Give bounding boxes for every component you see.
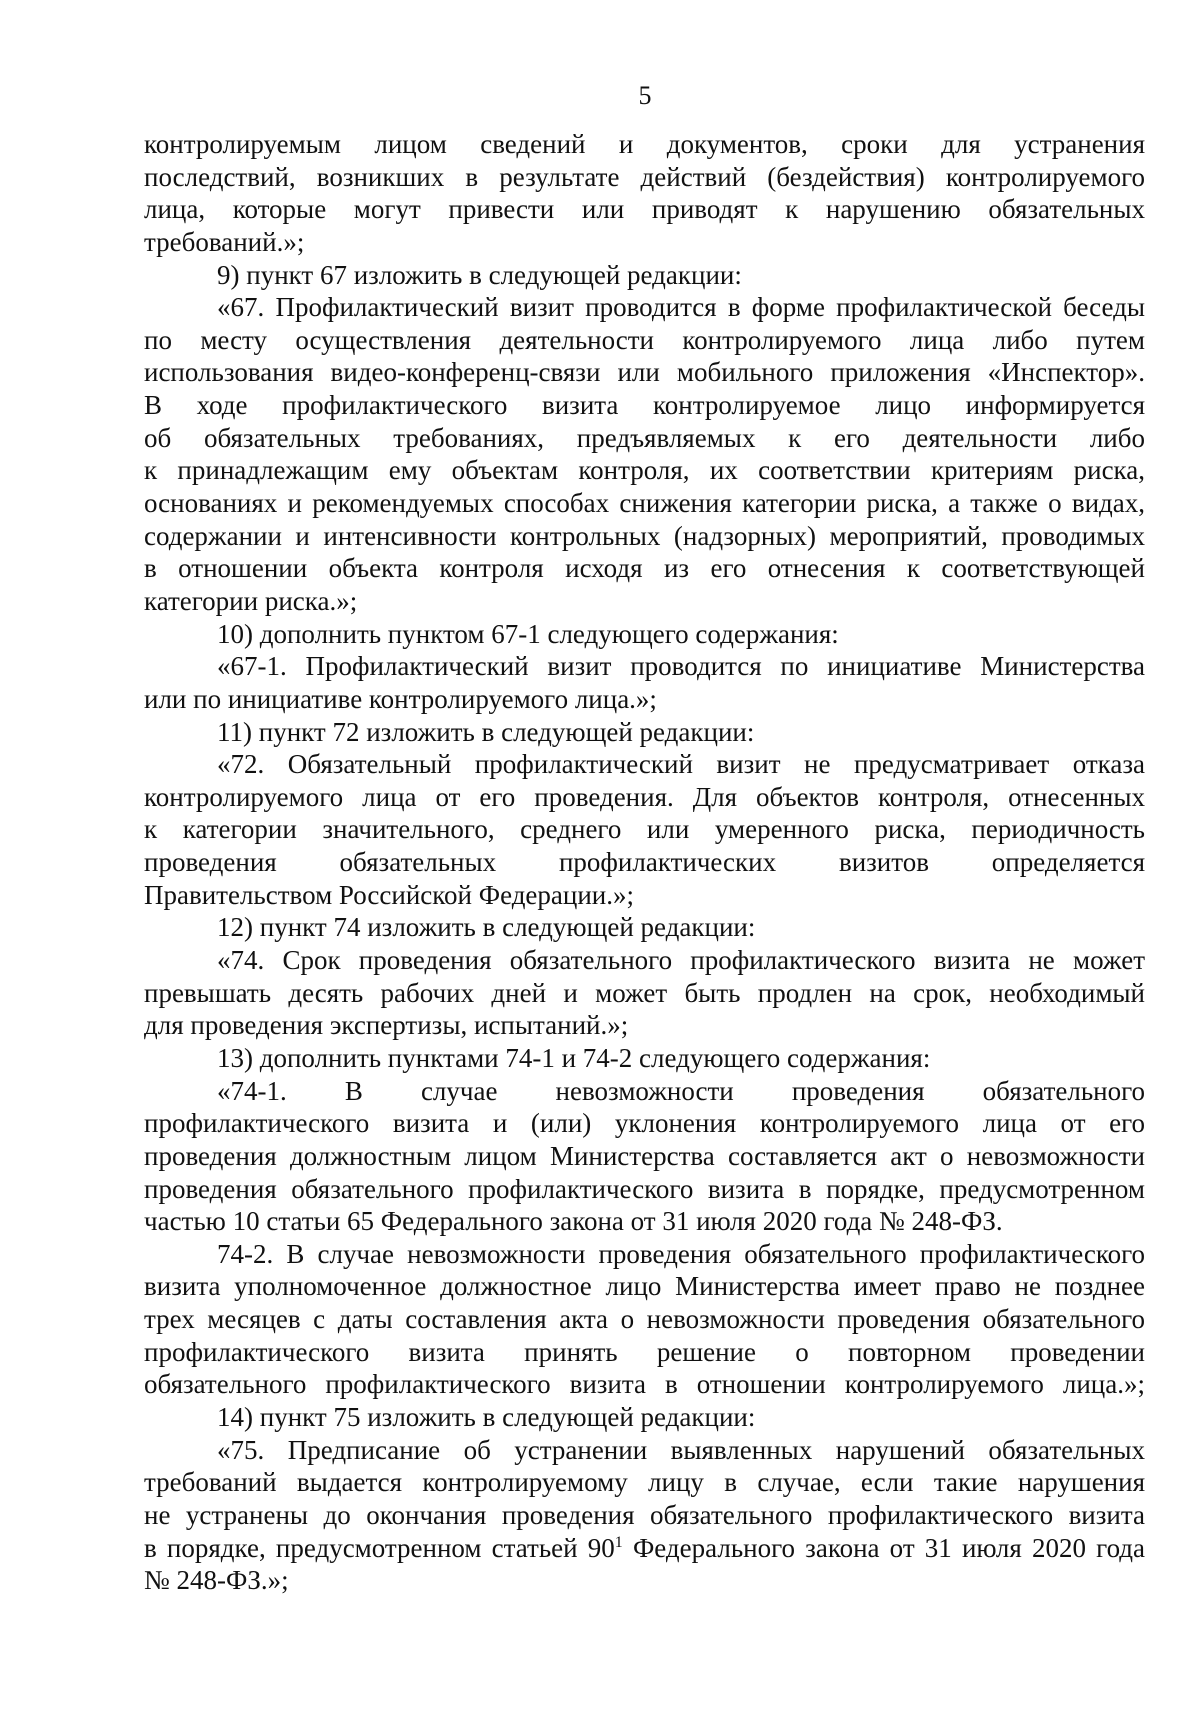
text-line: Правительством Российской Федерации.»;	[144, 879, 634, 910]
text-line: к категории значительного, среднего или умеренного риска, периодичность	[144, 814, 1145, 845]
text-line-with-footnote	[144, 1532, 1145, 1565]
text-line: частью 10 статьи 65 Федерального закона от 31 июля 2020 года № 248-ФЗ.	[144, 1206, 1003, 1237]
text-line: об обязательных требованиях, предъявляемых к его деятельности либо	[144, 422, 1145, 453]
text-line: 12) пункт 74 изложить в следующей редакции:	[217, 912, 756, 943]
text-line: контролируемого лица от его проведения. Для объектов контроля, отнесенных	[144, 781, 1145, 812]
text-line: не устранены до окончания проведения обязательного профилактического визита	[144, 1499, 1145, 1530]
text-line: в отношении объекта контроля исходя из его отнесения к соответствующей	[144, 553, 1145, 584]
footnote-superscript: 1	[614, 1533, 623, 1551]
text-line: профилактического визита и (или) уклонения контролируемого лица от его	[144, 1108, 1145, 1139]
text-line: контролируемым лицом сведений и документов, сроки для устранения	[144, 129, 1145, 159]
text-fragment: Федерального закона от 31 июля 2020 года	[622, 1532, 1145, 1563]
text-line: основаниях и рекомендуемых способах снижения категории риска, а также о видах,	[144, 488, 1145, 519]
page-number: 5	[638, 81, 652, 110]
text-line: 14) пункт 75 изложить в следующей редакции:	[217, 1401, 756, 1432]
text-line: 10) дополнить пунктом 67-1 следующего содержания:	[217, 618, 839, 649]
text-line: № 248-ФЗ.»;	[144, 1565, 289, 1596]
text-line: к принадлежащим ему объектам контроля, их соответствии критериям риска,	[144, 455, 1145, 486]
text-line: категории риска.»;	[144, 585, 358, 616]
text-line: проведения должностным лицом Министерства составляется акт о невозможности	[144, 1140, 1145, 1171]
text-line: «72. Обязательный профилактический визит не предусматривает отказа	[217, 749, 1145, 780]
text-line: содержании и интенсивности контрольных (надзорных) мероприятий, проводимых	[144, 520, 1145, 551]
text-line: последствий, возникших в результате действий (бездействия) контролируемого	[144, 161, 1145, 192]
text-line: трех месяцев с даты составления акта о невозможности проведения обязательного	[144, 1304, 1145, 1335]
text-fragment: в порядке, предусмотренном статьей 90	[144, 1532, 615, 1563]
text-line: 74-2. В случае невозможности проведения обязательного профилактического	[217, 1238, 1145, 1269]
text-line: лица, которые могут привести или приводят к нарушению обязательных	[144, 194, 1145, 225]
text-line: по месту осуществления деятельности контролируемого лица либо путем	[144, 324, 1145, 355]
text-line: для проведения экспертизы, испытаний.»;	[144, 1010, 629, 1041]
text-line: «67. Профилактический визит проводится в форме профилактической беседы	[217, 292, 1145, 323]
text-line: профилактического визита принять решение о повторном проведении	[144, 1336, 1145, 1367]
text-line: «67-1. Профилактический визит проводится по инициативе Министерства	[217, 651, 1145, 682]
text-line: 9) пункт 67 изложить в следующей редакции:	[217, 259, 742, 290]
text-line: использования видео-конференц-связи или мобильного приложения «Инспектор».	[144, 357, 1145, 388]
text-line: 13) дополнить пунктами 74-1 и 74-2 следующего содержания:	[217, 1042, 931, 1073]
text-line: В ходе профилактического визита контролируемое лицо информируется	[144, 390, 1145, 421]
text-line: требований.»;	[144, 226, 305, 257]
text-line: «75. Предписание об устранении выявленных нарушений обязательных	[217, 1434, 1145, 1465]
text-line: или по инициативе контролируемого лица.»;	[144, 683, 657, 714]
text-line: проведения обязательных профилактических визитов определяется	[144, 847, 1145, 878]
text-line: проведения обязательного профилактического визита в порядке, предусмотренном	[144, 1173, 1145, 1204]
text-line: обязательного профилактического визита в отношении контролируемого лица.»;	[144, 1369, 1145, 1400]
text-line: превышать десять рабочих дней и может быть продлен на срок, необходимый	[144, 977, 1145, 1008]
text-line: 11) пункт 72 изложить в следующей редакции:	[217, 716, 755, 747]
text-line: визита уполномоченное должностное лицо Министерства имеет право не позднее	[144, 1271, 1145, 1302]
text-line: «74-1. В случае невозможности проведения обязательного	[217, 1075, 1145, 1106]
text-line: требований выдается контролируемому лицу в случае, если такие нарушения	[144, 1467, 1145, 1498]
document-body	[144, 128, 1145, 1597]
text-line: «74. Срок проведения обязательного профилактического визита не может	[217, 945, 1145, 976]
